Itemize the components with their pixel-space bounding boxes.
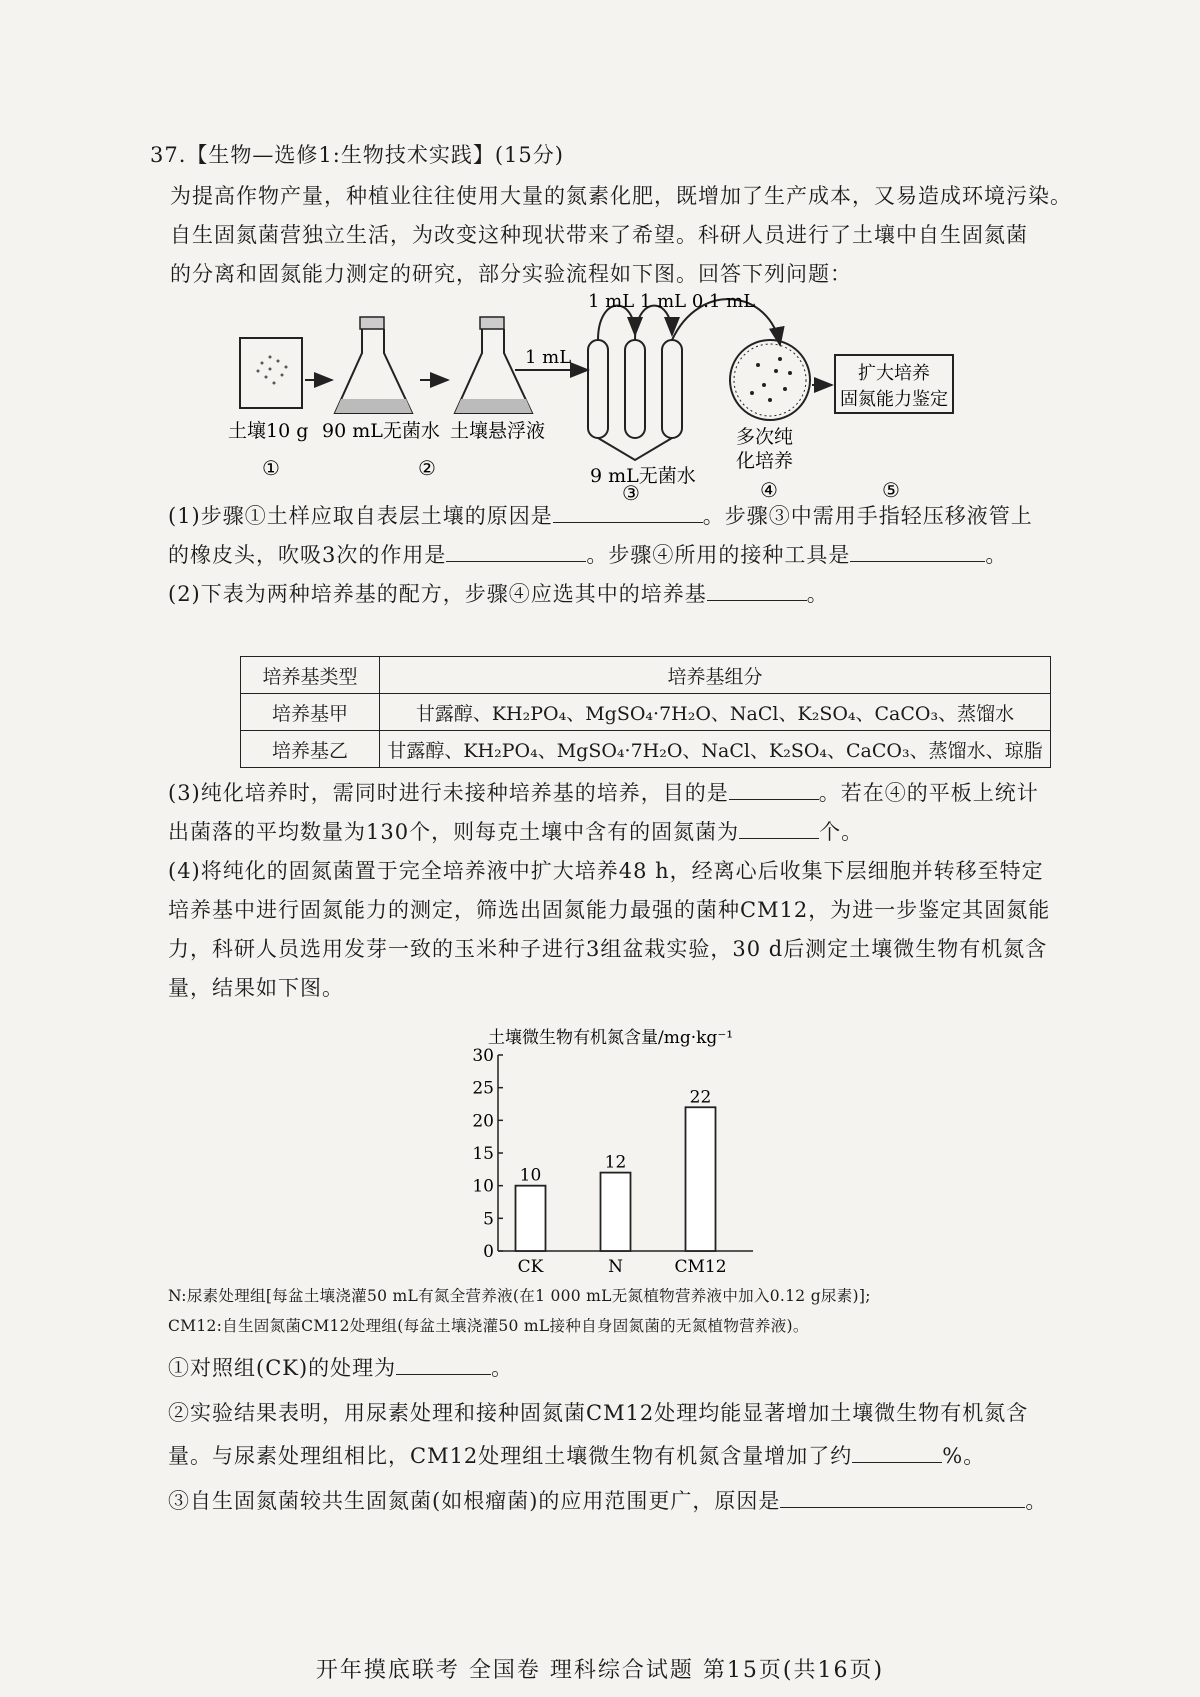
q1-text-c: 的橡皮头，吹吸3次的作用是 <box>168 543 447 567</box>
answer-blank-q1-reason[interactable] <box>553 502 703 523</box>
answer-blank-reason[interactable] <box>780 1487 1025 1508</box>
chart-title: 土壤微生物有机氮含量/mg·kg⁻¹ <box>488 1028 734 1048</box>
q3-text-b: 。若在④的平板上统计 <box>818 781 1039 805</box>
label-suspension: 土壤悬浮液 <box>450 420 546 442</box>
q3-line-1 <box>168 777 1039 807</box>
table-row <box>241 731 1051 768</box>
s3-text-b: 。 <box>1025 1489 1048 1513</box>
q1-text-a: (1)步骤①土样应取自表层土壤的原因是 <box>168 504 553 528</box>
label-9ml: 9 mL无菌水 <box>590 465 696 487</box>
answer-blank-increase-percent[interactable] <box>852 1442 942 1463</box>
table-row <box>241 694 1051 731</box>
answer-blank-q1-purpose[interactable] <box>446 541 586 562</box>
q1-line-2 <box>168 539 1007 569</box>
sub-question-1 <box>168 1352 513 1382</box>
q3-text-c: 出菌落的平均数量为130个，则每克土壤中含有的固氮菌为 <box>168 820 740 844</box>
step-4: ④ <box>760 478 778 502</box>
soil-sample-box <box>240 338 302 408</box>
q3-text-d: 个。 <box>819 820 864 844</box>
q2-text-b: 。 <box>806 582 829 606</box>
label-purify-2: 化培养 <box>736 450 794 472</box>
step-5: ⑤ <box>882 478 900 502</box>
step-1: ① <box>262 456 280 480</box>
q2-line <box>168 578 829 608</box>
bar-ck <box>516 1186 546 1251</box>
y-tick-label: 30 <box>472 1046 494 1066</box>
y-tick-label: 0 <box>483 1242 494 1262</box>
answer-blank-q3-count[interactable] <box>739 818 819 839</box>
answer-blank-ck-treatment[interactable] <box>396 1354 491 1375</box>
q3-text-a: (3)纯化培养时，需同时进行未接种培养基的培养，目的是 <box>168 781 729 805</box>
bar-cm12 <box>686 1107 716 1251</box>
flask-90ml-water <box>335 317 412 413</box>
table-header-type: 培养基类型 <box>241 657 380 694</box>
sub-question-2-line-2 <box>168 1440 985 1470</box>
q1-text-e: 。 <box>985 543 1008 567</box>
s2-text-b: %。 <box>942 1444 986 1468</box>
answer-blank-q2-medium[interactable] <box>707 580 807 601</box>
q2-text-a: (2)下表为两种培养基的配方，步骤④应选其中的培养基 <box>168 582 707 606</box>
experiment-flow-diagram <box>0 285 1200 505</box>
y-tick-label: 15 <box>472 1144 494 1164</box>
answer-blank-q1-tool[interactable] <box>850 541 985 562</box>
q1-text-b: 。步骤③中需用手指轻压移液管上 <box>702 504 1033 528</box>
label-1ml-arrow: 1 mL <box>525 347 572 368</box>
intro-line-3: 的分离和固氮能力测定的研究，部分实验流程如下图。回答下列问题： <box>170 262 852 286</box>
q1-text-d: 。步骤④所用的接种工具是 <box>586 543 851 567</box>
q4-line-4: 量，结果如下图。 <box>168 976 344 1000</box>
x-tick-label-ck: CK <box>517 1257 544 1275</box>
q4-line-1: (4)将纯化的固氮菌置于完全培养液中扩大培养48 h，经离心后收集下层细胞并转移至特定 <box>168 859 1044 883</box>
data-label-ck: 10 <box>519 1165 542 1186</box>
label-purify-1: 多次纯 <box>736 426 794 448</box>
q3-line-2 <box>168 816 863 846</box>
table-cell-type: 培养基甲 <box>241 694 380 731</box>
note-cm12-group: CM12:自生固氮菌CM12处理组(每盆土壤浇灌50 mL接种自身固氮菌的无氮植物营养液)。 <box>168 1317 809 1335</box>
table-header-row <box>241 657 1051 694</box>
sub-question-2-line-1: ②实验结果表明，用尿素处理和接种固氮菌CM12处理均能显著增加土壤微生物有机氮含 <box>168 1401 1029 1425</box>
step-3: ③ <box>622 481 640 505</box>
label-top-transfer: 1 mL 1 mL 0.1 mL <box>588 291 756 312</box>
note-n-group: N:尿素处理组[每盆土壤浇灌50 mL有氮全营养液(在1 000 mL无氮植物营养液中加入0.12 g尿素)]; <box>168 1287 871 1305</box>
chart-plot-area <box>472 1046 753 1275</box>
s3-text-a: ③自生固氮菌较共生固氮菌(如根瘤菌)的应用范围更广，原因是 <box>168 1489 781 1513</box>
x-tick-label-n: N <box>608 1257 623 1275</box>
q4-line-2: 培养基中进行固氮能力的测定，筛选出固氮能力最强的菌种CM12，为进一步鉴定其固氮能 <box>168 898 1051 922</box>
table-cell-type: 培养基乙 <box>241 731 380 768</box>
intro-line-1: 为提高作物产量，种植业往往使用大量的氮素化肥，既增加了生产成本，又易造成环境污染。 <box>170 184 1072 208</box>
y-tick-label: 5 <box>483 1209 494 1230</box>
s1-text-a: ①对照组(CK)的处理为 <box>168 1356 397 1380</box>
q4-line-3: 力，科研人员选用发芽一致的玉米种子进行3组盆栽实验，30 d后测定土壤微生物有机氮含 <box>168 937 1048 961</box>
x-tick-label-cm12: CM12 <box>674 1257 727 1275</box>
s1-text-b: 。 <box>491 1356 514 1380</box>
q1-line-1 <box>168 500 1033 530</box>
data-label-cm12: 22 <box>689 1087 712 1108</box>
question-header: 37.【生物—选修1:生物技术实践】(15分) <box>150 143 564 167</box>
answer-blank-q3-purpose[interactable] <box>729 779 819 800</box>
box-line-1: 扩大培养 <box>858 363 930 384</box>
sub-question-3 <box>168 1485 1047 1515</box>
data-label-n: 12 <box>604 1152 627 1173</box>
petri-plate <box>730 340 810 420</box>
label-soil: 土壤10 g <box>228 420 309 442</box>
flask-soil-suspension <box>455 317 532 413</box>
medium-formula-table <box>240 656 1051 768</box>
table-header-components: 培养基组分 <box>380 657 1051 694</box>
table-cell-components: 甘露醇、KH₂PO₄、MgSO₄·7H₂O、NaCl、K₂SO₄、CaCO₃、蒸馏水、琼脂 <box>380 731 1051 768</box>
box-line-2: 固氮能力鉴定 <box>840 389 948 410</box>
bar-n <box>601 1173 631 1251</box>
y-tick-label: 25 <box>472 1078 494 1099</box>
s2-text-a: 量。与尿素处理组相比，CM12处理组土壤微生物有机氮含量增加了约 <box>168 1444 853 1468</box>
page-footer: 开年摸底联考 全国卷 理科综合试题 第15页(共16页) <box>315 1658 885 1683</box>
intro-line-2: 自生固氮菌营独立生活，为改变这种现状带来了希望。科研人员进行了土壤中自生固氮菌 <box>170 223 1028 247</box>
y-tick-label: 20 <box>472 1111 494 1132</box>
label-water90: 90 mL无菌水 <box>322 420 440 442</box>
y-tick-label: 10 <box>472 1176 494 1197</box>
table-cell-components: 甘露醇、KH₂PO₄、MgSO₄·7H₂O、NaCl、K₂SO₄、CaCO₃、蒸馏水 <box>380 694 1051 731</box>
step-2: ② <box>418 456 436 480</box>
nitrogen-content-bar-chart <box>470 1025 810 1275</box>
